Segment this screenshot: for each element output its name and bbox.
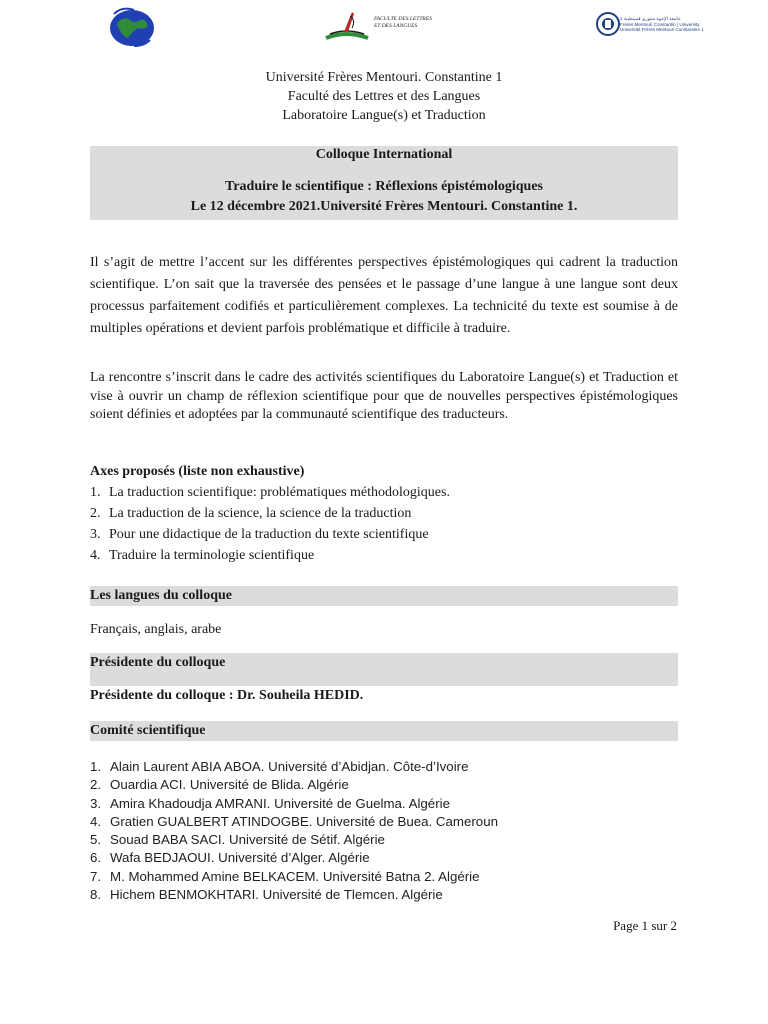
list-item-text: Wafa BEDJAOUI. Université d’Alger. Algérie [110,850,370,866]
list-item [90,849,678,867]
university-logo-line-3: Université Frères Mentouri Constantine 1 [620,27,704,33]
list-item [90,776,678,794]
axes-heading: Axes proposés (liste non exhaustive) [90,464,305,479]
list-item-number: 4. [90,813,102,829]
list-item-number: 3. [90,795,102,811]
list-item-text: Souad BABA SACI. Université de Sétif. Algérie [110,832,385,848]
colloque-date-place: Le 12 décembre 2021.Université Frères Mentouri. Constantine 1. [190,199,578,214]
list-item-number: 5. [90,832,102,848]
list-item [90,795,678,813]
university-logo-text [620,16,704,33]
list-item-number: 3. [90,527,101,542]
list-item [90,813,678,831]
axes-section [90,462,678,566]
list-item-text: Amira Khadoudja AMRANI. Université de Guelma. Algérie [110,795,450,811]
axes-list [90,482,678,566]
faculty-logo [322,10,454,46]
university-seal-icon [596,6,620,42]
colloque-title-box [90,146,678,220]
university-logo [596,6,708,44]
comite-heading: Comité scientifique [90,721,678,741]
university-name: Université Frères Mentouri. Constantine 1 [265,70,503,85]
list-item-number: 7. [90,868,102,884]
list-item-text: Gratien GUALBERT ATINDOGBE. Université de Buea. Cameroun [110,813,498,829]
list-item-text: La traduction de la science, la science de la traduction [109,506,412,521]
list-item-text: Pour une didactique de la traduction du texte scientifique [109,527,429,542]
page-number: Page 1 sur 2 [613,918,677,933]
langues-heading: Les langues du colloque [90,586,678,606]
faculty-name: Faculté des Lettres et des Langues [287,89,481,104]
list-item-number: 1. [90,759,102,774]
logo-row [0,0,768,60]
colloque-title: Traduire le scientifique : Réflexions épistémologiques [225,179,543,194]
presidente-value: Présidente du colloque : Dr. Souheila HEDID. [90,688,364,703]
list-item-text: Ouardia ACI. Université de Blida. Algérie [110,777,349,793]
list-item [90,545,678,566]
presidente-heading: Présidente du colloque [90,653,678,686]
faculty-logo-line-1: FACULTE DES LETTRES [374,16,432,22]
list-item-number: 6. [90,850,102,866]
document-header [90,68,678,125]
comite-list [90,758,678,904]
list-item-number: 2. [90,777,102,793]
comite-list-container [90,758,678,904]
list-item-text: La traduction scientifique: problématiques méthodologiques. [109,485,450,500]
faculty-logo-line-2: ET DES LANGUES [374,23,418,29]
list-item [90,503,678,524]
university-logo-arabic: جامعة الإخوة منتوري قسنطينة 1 [620,16,681,21]
lab-globe-logo [104,6,160,50]
list-item-number: 1. [90,485,101,500]
list-item [90,482,678,503]
intro-paragraph-2: La rencontre s’inscrit dans le cadre des activités scientifiques du Laboratoire Langue(s) et Traduction et vise à ouvrir un champ de réflexion scientifique pour que de nouvelles perspectives épistémologiques soient définies et adoptées par la communauté scientifique des traducteurs. [90,370,678,422]
list-item [90,758,678,776]
list-item-number: 2. [90,506,101,521]
quill-book-icon [322,10,372,46]
laboratory-name: Laboratoire Langue(s) et Traduction [282,108,486,123]
list-item-text: Hichem BENMOKHTARI. Université de Tlemcen. Algérie [110,887,443,903]
intro-paragraph-1: Il s’agit de mettre l’accent sur les différentes perspectives épistémologiques qui cadrent la traduction scientifique. L’on sait que la traversée des pensées et le passage d’une langue à une langue sont deux processus parfaitement codifiés et particulièrement complexes. La technicité du texte est soumise à de multiples opérations et devient parfois problématique et difficile à traduire. [90,255,678,336]
langues-value: Français, anglais, arabe [90,622,222,637]
list-item-text: Traduire la terminologie scientifique [109,548,315,563]
list-item-number: 4. [90,548,101,563]
list-item-number: 8. [90,887,102,903]
globe-icon [104,6,160,50]
list-item [90,886,678,904]
list-item-text: Alain Laurent ABIA ABOA. Université d’Abidjan. Côte-d’Ivoire [110,759,469,774]
list-item [90,868,678,886]
colloque-kind: Colloque International [315,147,453,162]
university-logo-line-2: Frères Mentouri Constantin | University [620,21,700,27]
list-item [90,524,678,545]
faculty-logo-text [374,16,432,30]
list-item [90,831,678,849]
list-item-text: M. Mohammed Amine BELKACEM. Université Batna 2. Algérie [110,868,480,884]
